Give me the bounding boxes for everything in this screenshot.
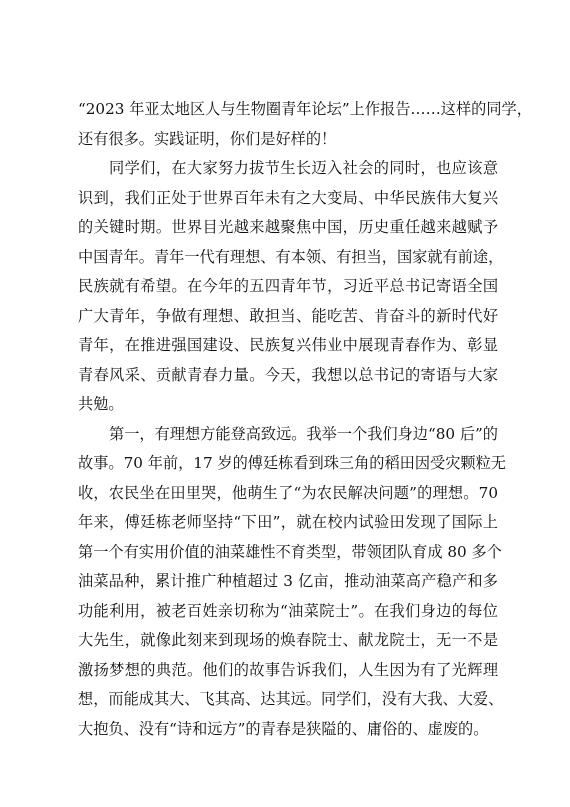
text-line: 共勉。 — [78, 395, 124, 413]
paragraph-ideals — [78, 420, 506, 745]
text-line: “2023 年亚太地区人与生物圈青年论坛”上作报告……这样的同学， — [78, 100, 532, 118]
paragraph-classmates — [78, 154, 504, 420]
text-line: 识到，我们正处于世界百年未有之大变局、中华民族伟大复兴 — [78, 188, 498, 207]
text-line: 想，而能成其大、飞其高、达其远。同学们，没有大我、大爱、 — [78, 690, 504, 708]
text-line: 第一个有实用价值的油菜雄性不育类型，带领团队育成 80 多个 — [78, 542, 502, 561]
text-line: 大先生，就像此刻来到现场的焕春院士、献龙院士，无一不是 — [78, 631, 498, 649]
text-line: 油菜品种，累计推广种植超过 3 亿亩，推动油菜高产稳产和多 — [78, 572, 498, 590]
text-line: 功能利用，被老百姓亲切称为“油菜院士”。在我们身边的每位 — [78, 601, 498, 620]
text-line: 故事。70 年前，17 岁的傅廷栋看到珠三角的稻田因受灾颗粒无 — [78, 454, 506, 472]
text-line: 的关键时期。世界目光越来越聚焦中国，历史重任越来越赋予 — [78, 218, 498, 236]
text-line: 大抱负、没有“诗和远方”的青春是狭隘的、庸俗的、虚废的。 — [78, 719, 489, 738]
paragraph-continuation — [78, 95, 532, 154]
text-line: 激扬梦想的典范。他们的故事告诉我们，人生因为有了光辉理 — [78, 660, 498, 679]
text-line: 还有很多。实践证明，你们是好样的！ — [78, 129, 337, 148]
text-line: 中国青年。青年一代有理想、有本领、有担当，国家就有前途， — [78, 247, 504, 266]
text-line: 青春风采、贡献青春力量。今天，我想以总书记的寄语与大家 — [78, 365, 498, 384]
text-line: 年来，傅廷栋老师坚持“下田”，就在校内试验田发现了国际上 — [78, 513, 498, 531]
text-line: 同学们，在大家努力拔节生长迈入社会的同时，也应该意 — [109, 159, 498, 177]
text-line: 收，农民坐在田里哭，他萌生了“为农民解决问题”的理想。70 — [78, 483, 498, 502]
text-line: 第一，有理想方能登高致远。我举一个我们身边“80 后”的 — [109, 424, 498, 443]
text-line: 广大青年，争做有理想、敢担当、能吃苦、肯奋斗的新时代好 — [78, 306, 498, 325]
text-line: 民族就有希望。在今年的五四青年节，习近平总书记寄语全国 — [78, 277, 498, 295]
text-line: 青年，在推进强国建设、民族复兴伟业中展现青春作为、彰显 — [78, 336, 498, 354]
body-text — [78, 95, 532, 744]
